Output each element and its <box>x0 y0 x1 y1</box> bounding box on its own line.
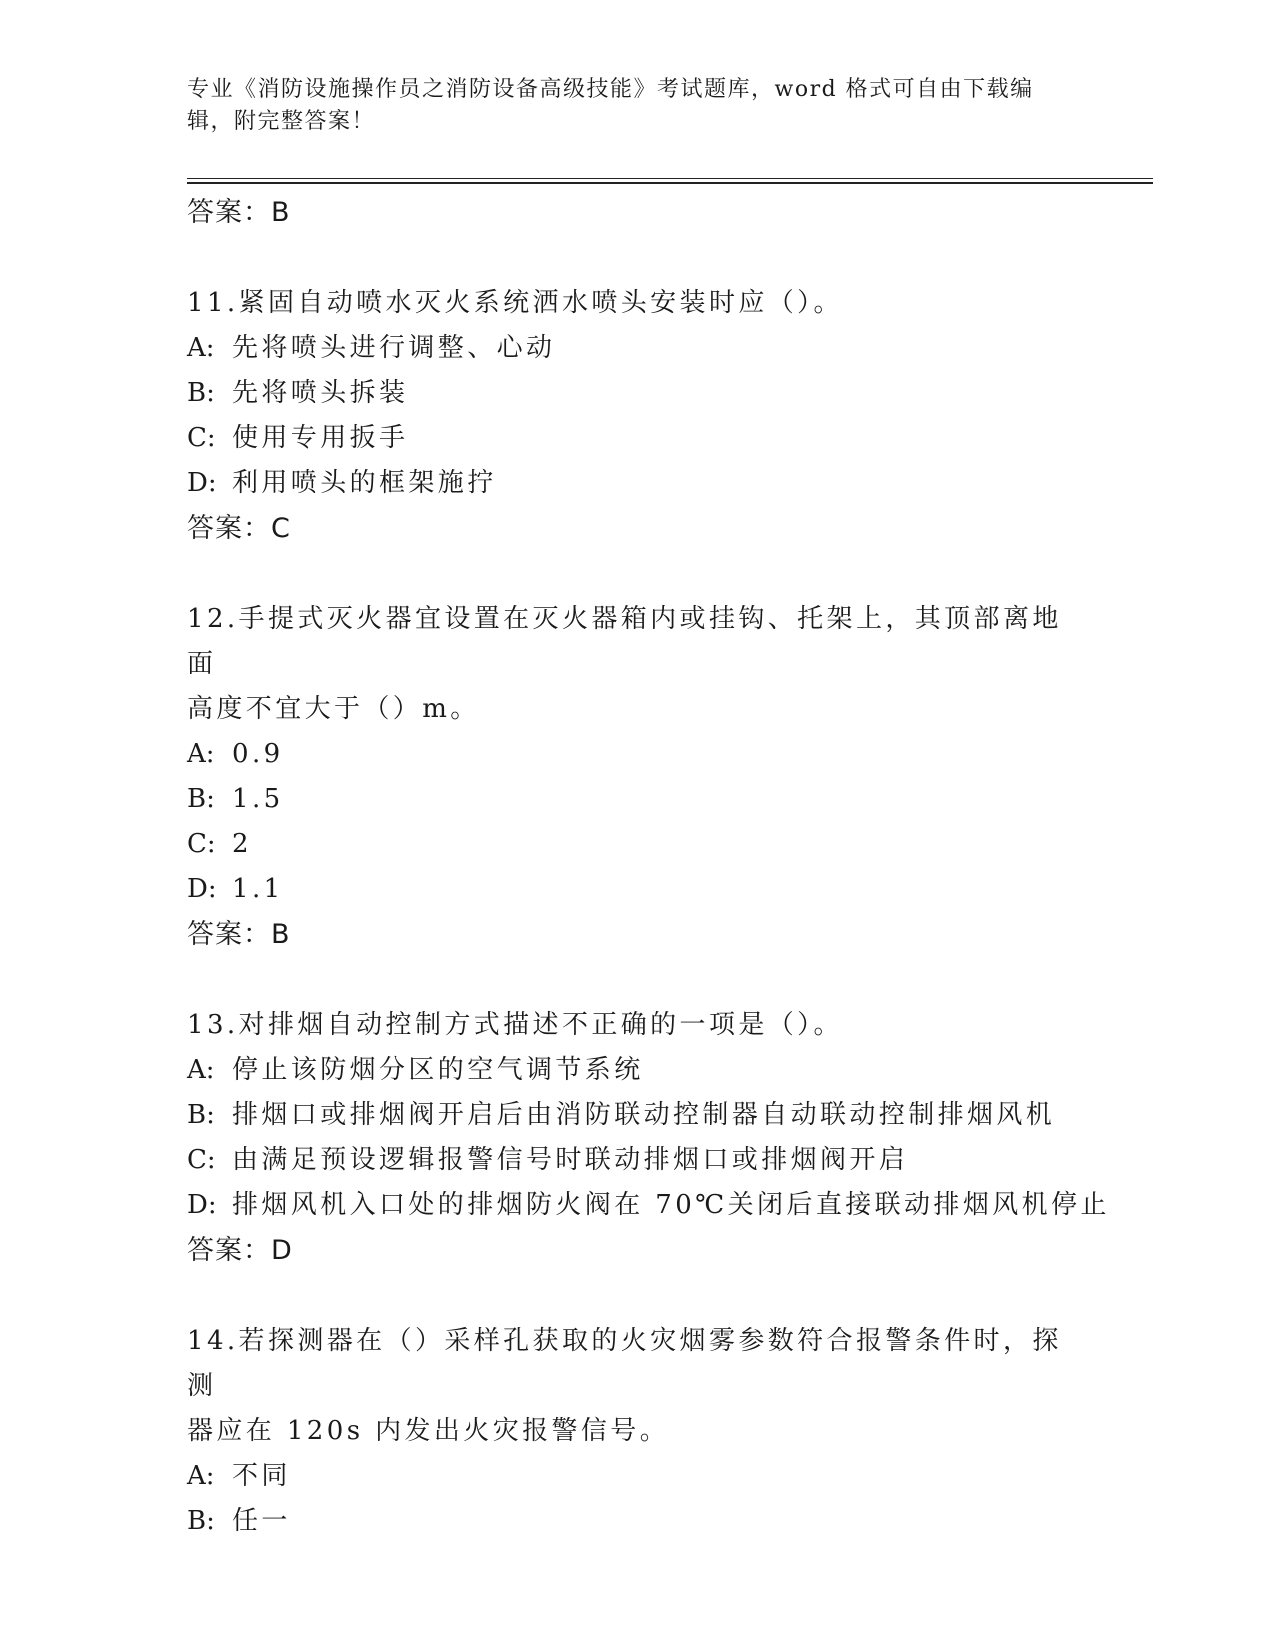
option-label: B: <box>187 1506 215 1536</box>
option-label: C: <box>187 423 216 453</box>
question-stem: 14.若探测器在（）采样孔获取的火灾烟雾参数符合报警条件时，探测 <box>187 1326 1062 1401</box>
option-text: 0.9 <box>232 739 284 769</box>
question-12 <box>187 597 1087 957</box>
option-c <box>187 416 1087 461</box>
option-label: B: <box>187 1100 215 1130</box>
option-label: A: <box>187 739 215 769</box>
question-stem-continued: 器应在 120s 内发出火灾报警信号。 <box>187 1416 670 1446</box>
option-text: 不同 <box>232 1461 291 1491</box>
question-list <box>187 190 1110 1544</box>
option-c <box>187 822 1087 867</box>
option-label: D: <box>187 874 217 904</box>
option-c <box>187 1138 1087 1183</box>
option-d <box>187 461 1087 506</box>
option-label: D: <box>187 468 217 498</box>
option-a <box>187 326 1087 371</box>
option-label: A: <box>187 1055 215 1085</box>
option-text: 由满足预设逻辑报警信号时联动排烟口或排烟阀开启 <box>232 1145 909 1175</box>
option-a <box>187 732 1087 777</box>
option-d <box>187 1183 1110 1228</box>
option-text: 利用喷头的框架施拧 <box>232 468 497 498</box>
option-text: 使用专用扳手 <box>232 423 409 453</box>
option-text: 1.1 <box>232 874 284 904</box>
option-label: C: <box>187 829 216 859</box>
answer-line: 答案：B <box>187 919 291 950</box>
option-a <box>187 1454 1087 1499</box>
option-label: C: <box>187 1145 216 1175</box>
option-d <box>187 867 1087 912</box>
answer-line: 答案：B <box>187 197 291 228</box>
option-label: B: <box>187 378 215 408</box>
question-stem: 13.对排烟自动控制方式描述不正确的一项是（）。 <box>187 1010 843 1040</box>
option-b <box>187 1499 1087 1544</box>
option-label: A: <box>187 1461 215 1491</box>
option-text: 先将喷头进行调整、心动 <box>232 333 556 363</box>
question-11 <box>187 281 1087 551</box>
option-text: 停止该防烟分区的空气调节系统 <box>232 1055 644 1085</box>
answer-line: 答案：C <box>187 513 291 544</box>
option-text: 排烟口或排烟阀开启后由消防联动控制器自动联动控制排烟风机 <box>232 1100 1056 1130</box>
option-label: D: <box>187 1190 217 1220</box>
option-text: 2 <box>232 829 252 859</box>
question-14 <box>187 1319 1087 1544</box>
option-b <box>187 371 1087 416</box>
option-label: B: <box>187 784 215 814</box>
option-b <box>187 777 1087 822</box>
question-stem: 11.紧固自动喷水灭火系统洒水喷头安装时应（）。 <box>187 288 843 318</box>
option-text: 1.5 <box>232 784 284 814</box>
question-stem: 12.手提式灭火器宜设置在灭火器箱内或挂钩、托架上，其顶部离地面 <box>187 604 1062 679</box>
option-a <box>187 1048 1087 1093</box>
option-text: 排烟风机入口处的排烟防火阀在 70℃关闭后直接联动排烟风机停止 <box>232 1190 1110 1220</box>
page-header: 专业《消防设施操作员之消防设备高级技能》考试题库，word 格式可自由下载编辑，附完整答案！ <box>187 77 1034 134</box>
header-rule-thick <box>187 182 1153 184</box>
answer-line: 答案：D <box>187 1235 293 1266</box>
question-stem-continued: 高度不宜大于（）m。 <box>187 694 480 724</box>
header-rule-thin <box>187 178 1153 179</box>
option-label: A: <box>187 333 215 363</box>
option-text: 先将喷头拆装 <box>232 378 409 408</box>
option-text: 任一 <box>232 1506 291 1536</box>
option-b <box>187 1093 1087 1138</box>
question-13 <box>187 1003 1110 1273</box>
